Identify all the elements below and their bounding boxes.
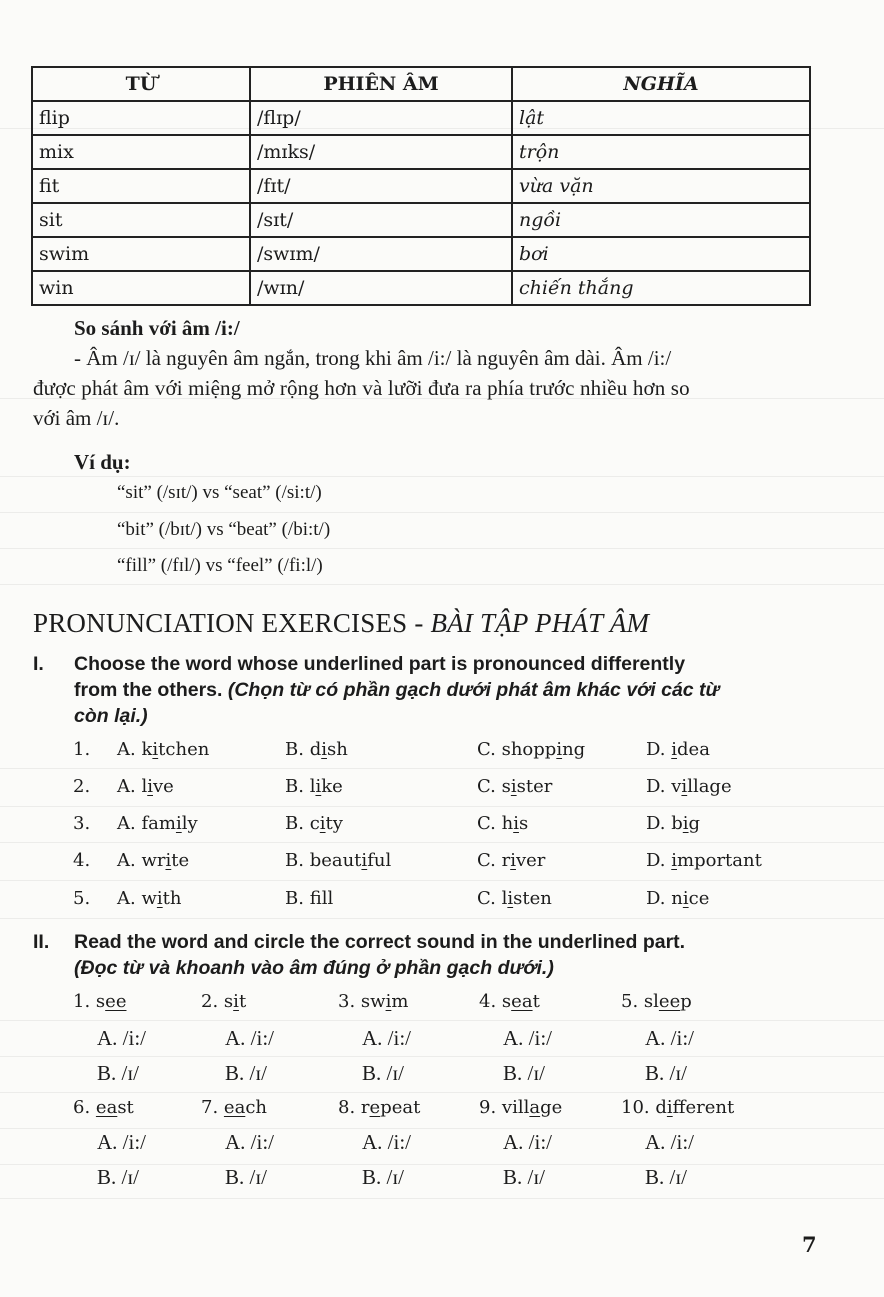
option-a-long-i[interactable]: A. /i:/: [97, 1026, 147, 1050]
answer-option-d[interactable]: [646, 888, 709, 909]
underlined-part: a: [529, 1097, 541, 1118]
answer-option-b[interactable]: [285, 776, 343, 797]
word-post: ke: [321, 776, 343, 797]
option-label: C.: [477, 813, 496, 834]
word-post: g: [688, 813, 701, 834]
word-post: te: [171, 850, 190, 871]
word-pre: sl: [643, 991, 659, 1012]
option-b-short-i[interactable]: B. /ɪ/: [362, 1165, 405, 1189]
table-header-row: [32, 67, 810, 101]
underlined-part: i: [681, 776, 688, 797]
word-pre: n: [671, 888, 683, 909]
word-pre: r: [501, 850, 511, 871]
exercise-2-word: [621, 991, 692, 1012]
answer-option-a[interactable]: [117, 776, 174, 797]
exercise-1-instruction-en: from the others.: [74, 679, 228, 701]
option-word: [141, 888, 181, 909]
exercise-1-instruction-line-2: [74, 678, 719, 703]
underlined-part: i: [156, 888, 163, 909]
option-a-long-i[interactable]: A. /i:/: [503, 1026, 553, 1050]
table-row: [32, 237, 810, 271]
option-label: A.: [117, 813, 136, 834]
question-number: 2.: [73, 776, 91, 797]
answer-option-c[interactable]: [477, 813, 528, 834]
option-word: [502, 850, 546, 871]
word-post: t: [532, 991, 540, 1012]
cell-ipa: /swɪm/: [250, 237, 512, 271]
underlined-part: ee: [105, 991, 127, 1012]
option-label: B.: [285, 850, 304, 871]
exercise-2-word: [73, 1097, 134, 1118]
option-b-short-i[interactable]: B. /ɪ/: [503, 1165, 546, 1189]
table-row: [32, 271, 810, 305]
option-b-short-i[interactable]: B. /ɪ/: [97, 1061, 140, 1085]
word-pre: l: [309, 776, 316, 797]
word-pre: vill: [501, 1097, 530, 1118]
option-word: [671, 888, 709, 909]
comparison-text-line-2: được phát âm với miệng mở rộng hơn và lưỡi đưa ra phía trước nhiều hơn so: [33, 376, 690, 400]
section-heading-vi: BÀI TẬP PHÁT ÂM: [430, 608, 650, 638]
option-label: C.: [477, 888, 496, 909]
option-a-long-i[interactable]: A. /i:/: [645, 1130, 695, 1154]
underlined-part: i: [152, 739, 159, 760]
cell-ipa: /flɪp/: [250, 101, 512, 135]
comparison-text-line-1: - Âm /ɪ/ là nguyên âm ngắn, trong khi âm /i:/ là nguyên âm dài. Âm /i:/: [74, 346, 672, 370]
underlined-part: ea: [511, 991, 533, 1012]
underlined-part: ea: [95, 1097, 118, 1118]
word-post: sten: [513, 888, 552, 909]
answer-option-b[interactable]: [285, 888, 333, 909]
answer-option-a[interactable]: [117, 888, 181, 909]
cell-ipa: /fɪt/: [250, 169, 512, 203]
option-label: A.: [117, 776, 136, 797]
option-label: D.: [646, 888, 666, 909]
underlined-part: i: [671, 739, 678, 760]
answer-option-b[interactable]: [285, 739, 348, 760]
option-word: [502, 776, 553, 797]
cell-meaning: trộn: [512, 135, 810, 169]
underlined-part: ea: [223, 1097, 246, 1118]
option-label: A.: [117, 739, 136, 760]
exercise-2-word: [479, 1097, 562, 1118]
cell-ipa: /wɪn/: [250, 271, 512, 305]
answer-option-d[interactable]: [646, 813, 700, 834]
word-pre: l: [141, 776, 148, 797]
word-post: th: [162, 888, 182, 909]
option-word: [502, 739, 586, 760]
exercise-2-word: [73, 991, 126, 1012]
word-pre: f: [309, 888, 322, 909]
underlined-part: i: [147, 776, 153, 797]
question-number: 4.: [73, 850, 91, 871]
question-number: 7.: [201, 1097, 219, 1118]
underlined-part: i: [361, 850, 368, 871]
underlined-part: i: [315, 776, 322, 797]
underlined-part: i: [233, 991, 239, 1012]
word-post: peat: [380, 1097, 421, 1118]
cell-ipa: /sɪt/: [250, 203, 512, 237]
table-row: [32, 101, 810, 135]
option-label: C.: [477, 776, 496, 797]
word-post: p: [680, 991, 692, 1012]
underlined-part: i: [513, 813, 519, 834]
header-word: TỪ: [32, 67, 250, 101]
exercise-1-instruction-line-3: còn lại.): [74, 705, 148, 727]
question-number: 1.: [73, 991, 91, 1012]
option-label: D.: [646, 850, 666, 871]
example-1: “sit” (/sɪt/) vs “seat” (/si:t/): [117, 482, 322, 503]
word-pre: w: [141, 888, 157, 909]
exercise-2-instruction-line-1: Read the word and circle the correct sound in the underlined part.: [74, 931, 686, 953]
question-number: 3.: [338, 991, 356, 1012]
page-number: 7: [802, 1232, 817, 1257]
option-a-long-i[interactable]: A. /i:/: [362, 1130, 412, 1154]
word-post: ng: [562, 739, 586, 760]
option-word: [502, 888, 552, 909]
underlined-part: i: [666, 1097, 673, 1118]
word-post: ge: [540, 1097, 563, 1118]
option-word: [141, 813, 197, 834]
answer-option-d[interactable]: [646, 739, 710, 760]
option-label: D.: [646, 776, 666, 797]
option-label: D.: [646, 813, 666, 834]
option-word: [310, 888, 334, 909]
example-3: “fill” (/fɪl/) vs “feel” (/fi:l/): [117, 555, 323, 576]
answer-option-d[interactable]: [646, 776, 732, 797]
word-post: ty: [325, 813, 343, 834]
word-post: st: [117, 1097, 134, 1118]
underlined-part: i: [385, 991, 392, 1012]
word-post: llage: [687, 776, 732, 797]
answer-option-a[interactable]: [117, 850, 189, 871]
word-post: ver: [515, 850, 546, 871]
underlined-part: i: [510, 776, 517, 797]
cell-meaning: ngồi: [512, 203, 810, 237]
option-label: B.: [285, 776, 304, 797]
word-post: ster: [516, 776, 553, 797]
question-number: 8.: [338, 1097, 356, 1118]
word-pre: sw: [360, 991, 386, 1012]
option-a-long-i[interactable]: A. /i:/: [225, 1130, 275, 1154]
word-post: ch: [245, 1097, 267, 1118]
exercise-2-word: [201, 1097, 267, 1118]
answer-option-a[interactable]: [117, 813, 198, 834]
option-b-short-i[interactable]: B. /ɪ/: [645, 1165, 688, 1189]
word-post: dea: [677, 739, 710, 760]
question-number: 10.: [621, 1097, 650, 1118]
word-post: tchen: [158, 739, 210, 760]
word-post: fferent: [672, 1097, 735, 1118]
option-a-long-i[interactable]: A. /i:/: [503, 1130, 553, 1154]
word-pre: s: [223, 991, 234, 1012]
option-word: [671, 739, 710, 760]
comparison-title: So sánh với âm /i:/: [74, 316, 240, 340]
question-number: 1.: [73, 739, 91, 760]
comparison-text-line-3: với âm /ɪ/.: [33, 406, 120, 430]
header-meaning: NGHĨA: [512, 67, 810, 101]
option-label: C.: [477, 850, 496, 871]
option-word: [141, 850, 189, 871]
answer-option-d[interactable]: [646, 850, 762, 871]
option-word: [310, 813, 343, 834]
underlined-part: i: [319, 813, 326, 834]
section-heading: [33, 608, 649, 639]
word-post: sh: [326, 739, 348, 760]
answer-option-c[interactable]: [477, 776, 552, 797]
underlined-part: i: [165, 850, 172, 871]
word-post: ce: [688, 888, 710, 909]
table-row: [32, 135, 810, 169]
exercise-2-word: [621, 1097, 734, 1118]
answer-option-c[interactable]: [477, 850, 545, 871]
cell-word: swim: [32, 237, 250, 271]
word-post: mportant: [677, 850, 762, 871]
answer-option-b[interactable]: [285, 850, 391, 871]
example-2: “bit” (/bɪt/) vs “beat” (/bi:t/): [117, 519, 331, 540]
option-word: [310, 776, 343, 797]
exercise-2-instruction-line-2: (Đọc từ và khoanh vào âm đúng ở phần gạch dưới.): [74, 957, 554, 979]
word-pre: c: [309, 813, 320, 834]
question-number: 5.: [621, 991, 639, 1012]
cell-word: flip: [32, 101, 250, 135]
word-pre: v: [671, 776, 682, 797]
option-b-short-i[interactable]: B. /ɪ/: [503, 1061, 546, 1085]
table-row: [32, 203, 810, 237]
cell-meaning: bơi: [512, 237, 810, 271]
question-number: 2.: [201, 991, 219, 1012]
word-post: ve: [153, 776, 174, 797]
cell-meaning: lật: [512, 101, 810, 135]
option-a-long-i[interactable]: A. /i:/: [97, 1130, 147, 1154]
table-row: [32, 169, 810, 203]
word-post: ly: [181, 813, 198, 834]
question-number: 3.: [73, 813, 91, 834]
exercise-2-number: II.: [33, 931, 50, 953]
cell-word: sit: [32, 203, 250, 237]
option-word: [502, 813, 529, 834]
word-pre: d: [309, 739, 322, 760]
option-label: B.: [285, 888, 304, 909]
exercise-2-word: [479, 991, 540, 1012]
cell-word: fit: [32, 169, 250, 203]
underlined-part: ee: [658, 991, 681, 1012]
word-post: m: [391, 991, 409, 1012]
answer-option-a[interactable]: [117, 739, 209, 760]
answer-option-b[interactable]: [285, 813, 343, 834]
option-word: [310, 739, 348, 760]
underlined-part: i: [682, 888, 689, 909]
word-pre: b: [671, 813, 683, 834]
option-label: A.: [117, 888, 136, 909]
word-pre: h: [501, 813, 514, 834]
word-pre: k: [141, 739, 153, 760]
word-pre: l: [501, 888, 508, 909]
option-label: B.: [285, 813, 304, 834]
underlined-part: i: [671, 850, 678, 871]
option-b-short-i[interactable]: B. /ɪ/: [225, 1165, 268, 1189]
underlined-part: i: [682, 813, 689, 834]
word-pre: s: [95, 991, 106, 1012]
option-word: [141, 739, 209, 760]
option-b-short-i[interactable]: B. /ɪ/: [97, 1165, 140, 1189]
answer-option-c[interactable]: [477, 739, 585, 760]
option-word: [671, 776, 731, 797]
header-ipa: PHIÊN ÂM: [250, 67, 512, 101]
option-b-short-i[interactable]: B. /ɪ/: [225, 1061, 268, 1085]
exercise-1-instruction-line-1: Choose the word whose underlined part is pronounced differently: [74, 653, 686, 675]
section-heading-en: PRONUNCIATION EXERCISES -: [33, 608, 431, 638]
exercise-2-word: [338, 1097, 420, 1118]
examples-label: Ví dụ:: [74, 450, 131, 474]
word-pre: r: [360, 1097, 370, 1118]
cell-word: mix: [32, 135, 250, 169]
option-word: [141, 776, 173, 797]
word-pre: s: [501, 991, 512, 1012]
cell-ipa: /mɪks/: [250, 135, 512, 169]
question-number: 4.: [479, 991, 497, 1012]
underlined-part: i: [507, 888, 514, 909]
cell-word: win: [32, 271, 250, 305]
word-pre: beaut: [309, 850, 362, 871]
word-post: ful: [367, 850, 392, 871]
word-post: t: [238, 991, 247, 1012]
option-label: A.: [117, 850, 136, 871]
option-word: [671, 850, 762, 871]
question-number: 6.: [73, 1097, 91, 1118]
option-a-long-i[interactable]: A. /i:/: [645, 1026, 695, 1050]
exercise-2-word: [201, 991, 246, 1012]
cell-meaning: vừa vặn: [512, 169, 810, 203]
exercise-1-instruction-vi: (Chọn từ có phần gạch dưới phát âm khác với các từ: [227, 679, 720, 701]
word-pre: fam: [141, 813, 176, 834]
word-pre: wr: [141, 850, 166, 871]
underlined-part: i: [175, 813, 182, 834]
underlined-part: i: [556, 739, 563, 760]
option-label: B.: [285, 739, 304, 760]
option-a-long-i[interactable]: A. /i:/: [362, 1026, 412, 1050]
option-label: D.: [646, 739, 666, 760]
underlined-part: i: [321, 739, 327, 760]
question-number: 5.: [73, 888, 91, 909]
option-label: C.: [477, 739, 496, 760]
answer-option-c[interactable]: [477, 888, 552, 909]
question-number: 9.: [479, 1097, 497, 1118]
option-word: [671, 813, 700, 834]
option-a-long-i[interactable]: A. /i:/: [225, 1026, 275, 1050]
underlined-part: i: [510, 850, 516, 871]
exercise-2-word: [338, 991, 408, 1012]
cell-meaning: chiến thắng: [512, 271, 810, 305]
word-pre: shopp: [501, 739, 557, 760]
underlined-part: e: [369, 1097, 381, 1118]
option-b-short-i[interactable]: B. /ɪ/: [645, 1061, 688, 1085]
word-pre: s: [501, 776, 511, 797]
word-post: s: [518, 813, 529, 834]
option-word: [310, 850, 392, 871]
option-b-short-i[interactable]: B. /ɪ/: [362, 1061, 405, 1085]
word-pre: d: [655, 1097, 667, 1118]
vocabulary-table: [31, 66, 811, 306]
exercise-1-number: I.: [33, 653, 44, 675]
word-post: ll: [321, 888, 334, 909]
